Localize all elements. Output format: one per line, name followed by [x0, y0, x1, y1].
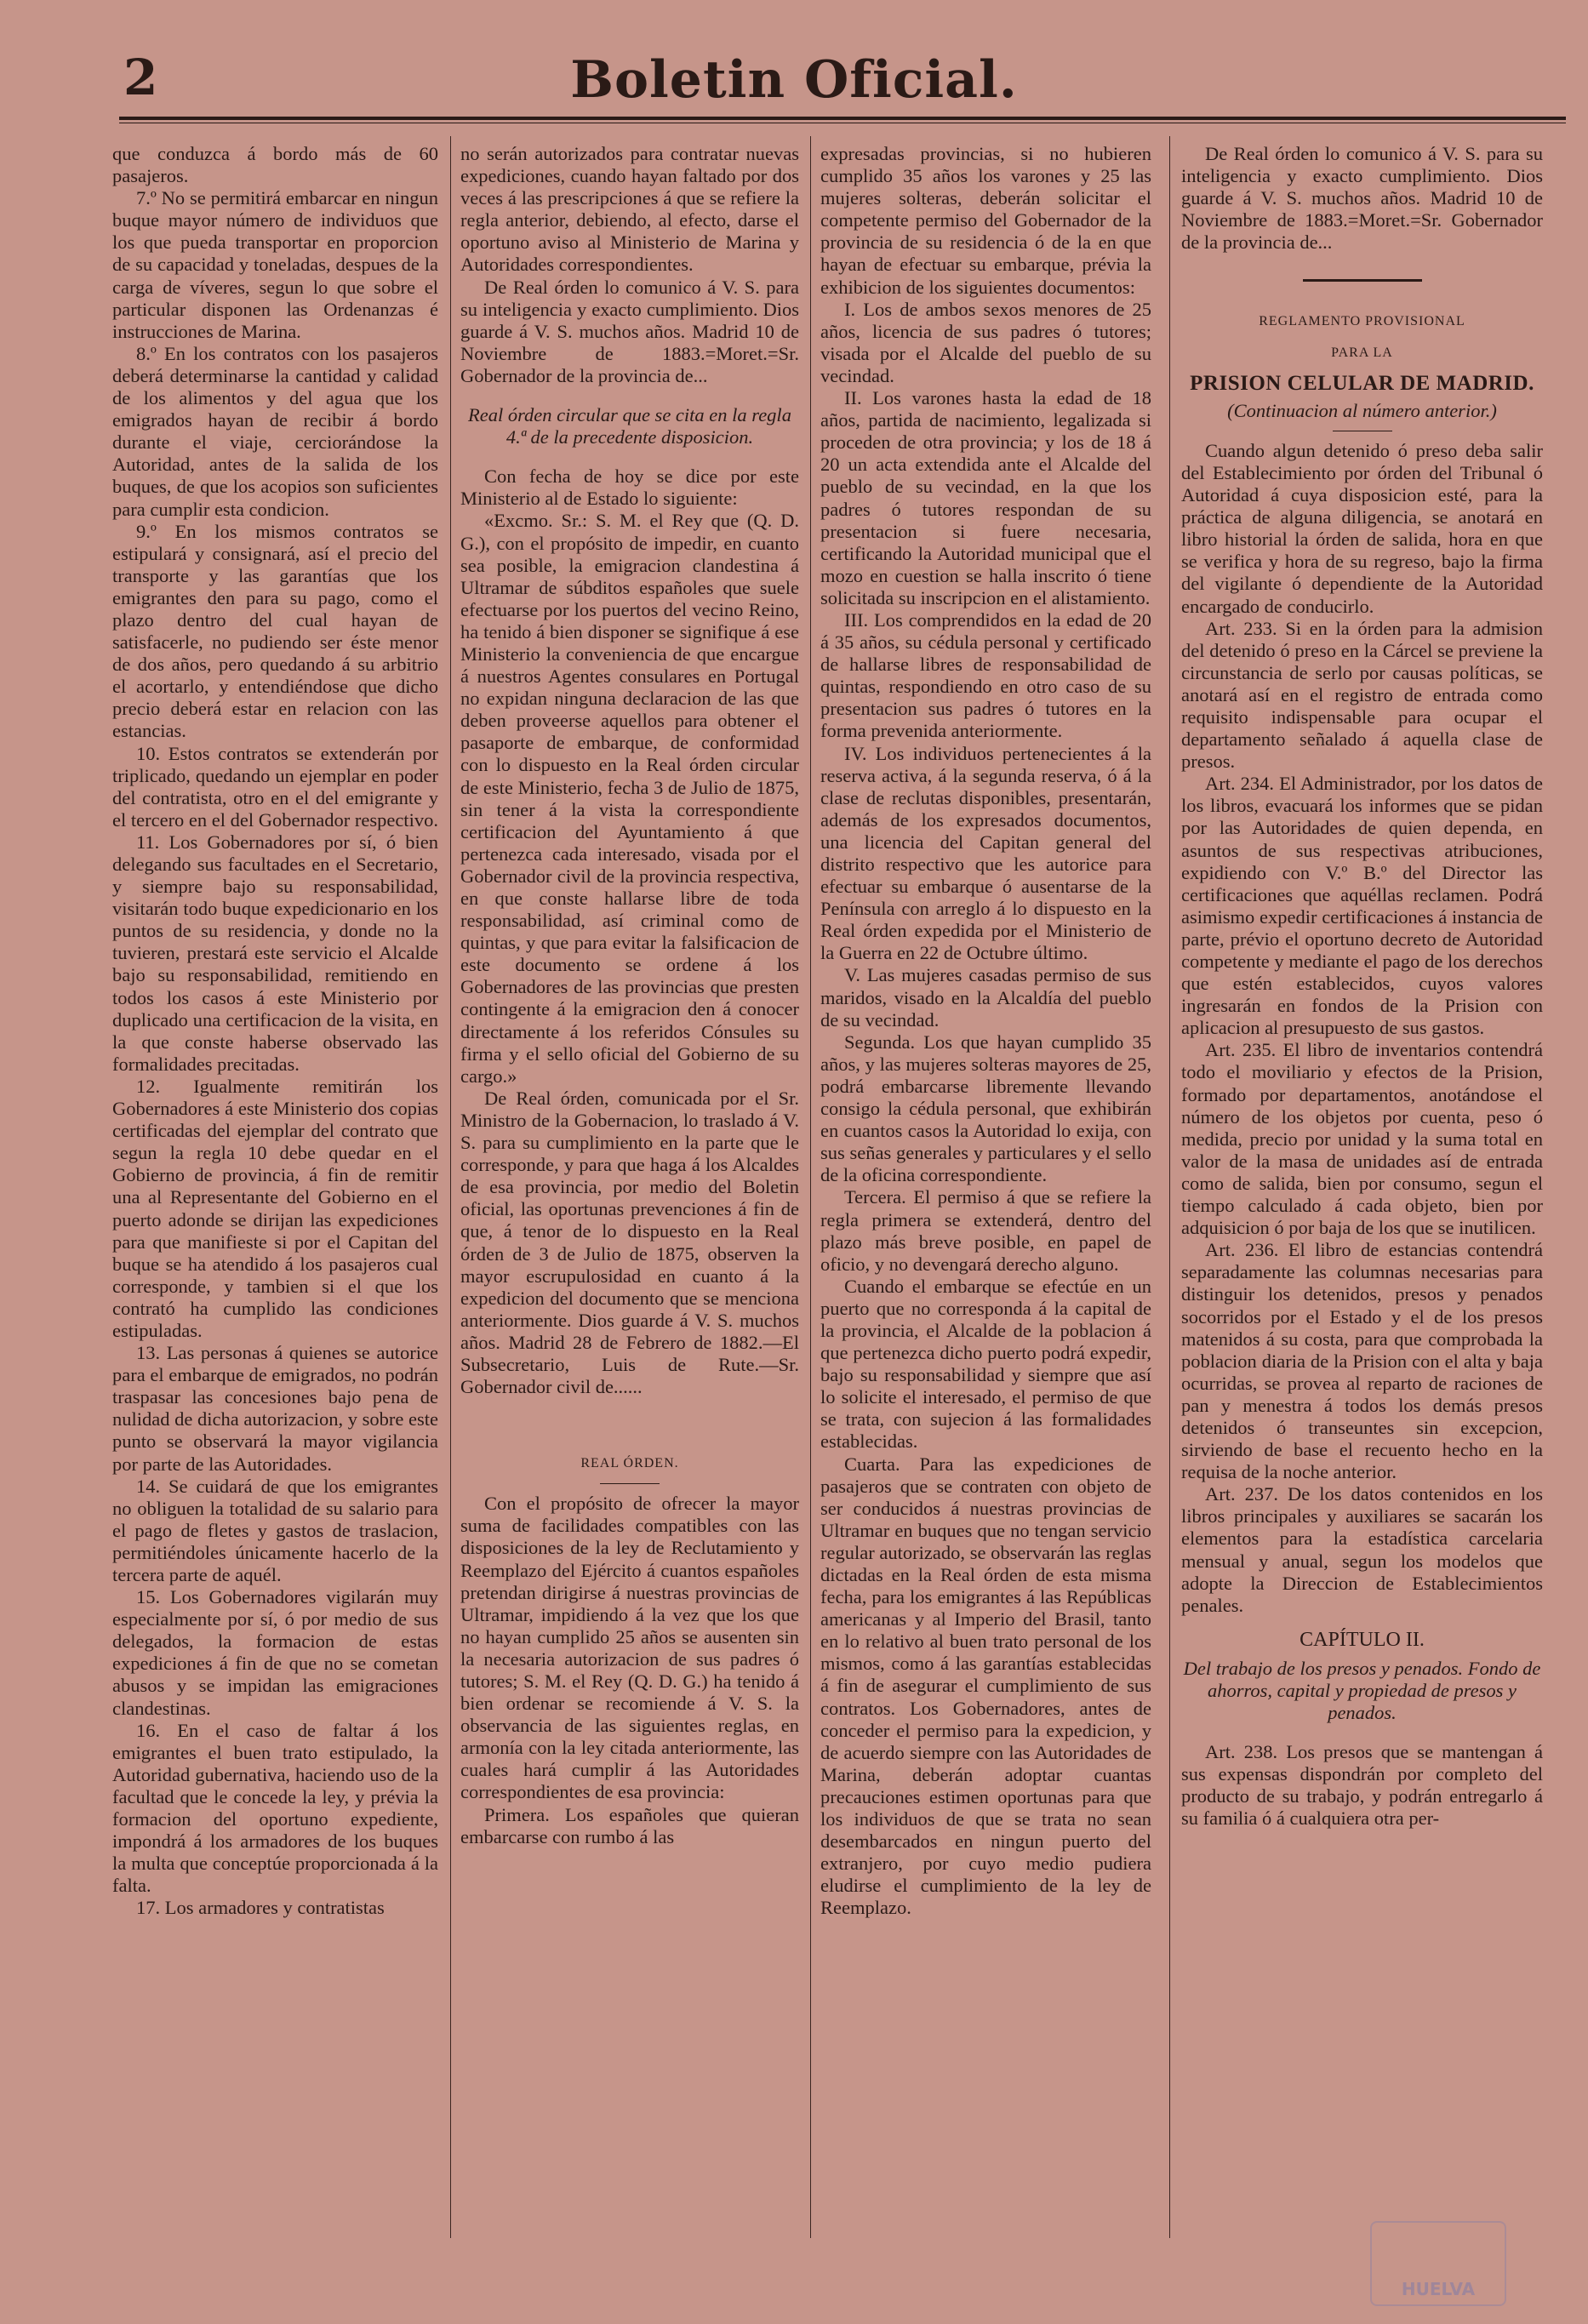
paragraph: Tercera. El permiso á que se refiere la regla primera se extenderá, dentro del plazo más breve posible, en papel de oficio, y no devengará derecho alguno.: [820, 1186, 1151, 1275]
page-number: 2: [123, 49, 158, 106]
paragraph: Art. 233. Si en la órden para la admision del detenido ó preso en la Cárcel se previene la circunstancia de serlo por causas políticas, se anotará así en el registro de entrada como requisito indispensable para ocupar el departamento señalado á aquella clase de presos.: [1181, 617, 1543, 773]
paragraph: Primera. Los españoles que quieran embarcarse con rumbo á las: [460, 1803, 799, 1847]
paragraph: que conduzca á bordo más de 60 pasajeros.: [112, 143, 438, 187]
chapter-subtitle: Del trabajo de los presos y penados. Fondo de ahorros, capital y propiedad de presos y penados.: [1183, 1657, 1541, 1724]
paragraph: expresadas provincias, si no hubieren cumplido 35 años los varones y 25 las mujeres solteras, deberán solicitar el competente permiso del Gobernador de la provincia de su residencia ó de la en que hayan de efectuar su embarque, prévia la exhibicion de los siguientes documentos:: [820, 143, 1151, 298]
section-rule: [1303, 279, 1422, 282]
column-separator: [450, 136, 451, 2238]
paragraph: 10. Estos contratos se extenderán por triplicado, quedando un ejemplar en poder del contratista, otro en el del emigrante y el tercero en el del Gobernador respectivo.: [112, 742, 438, 831]
paragraph: Cuando algun detenido ó preso deba salir del Establecimiento por órden del Tribunal ó Autoridad á cuya disposicion esté, para la práctica de alguna diligencia, se anotará en libro historial la órden de salida, hora en que se verifica y hora de su regreso, bajo la firma del vigilante ó dependiente de la Autoridad encargado de conducirlo.: [1181, 439, 1543, 617]
paragraph: II. Los varones hasta la edad de 18 años, partida de nacimiento, legalizada si proceden de otra provincia; y los de 18 á 20 un acta extendida ante el Alcalde del pueblo de su vecindad, en la que los padres ó tutores respondan de su presentacion si fuere necesaria, certificando la Autoridad municipal que el mozo en cuestion se halla inscrito ó tiene solicitada su inscripcion en el alistamiento.: [820, 387, 1151, 608]
paragraph: Segunda. Los que hayan cumplido 35 años, y las mujeres solteras mayores de 25, podrá embarcarse libremente llevando consigo la cédula personal, que exhibirán en cuantos casos la Autoridad lo exija, con sus señas generales y particulares y el sello de la oficina correspondiente.: [820, 1031, 1151, 1186]
paragraph: Art. 235. El libro de inventarios contendrá todo el moviliario y efectos de la Prision, formado por departamentos, anotándose el número de los objetos por cuenta, peso ó medida, precio por unidad y la suma total en valor de la masa de unidades así de entrada como de salida, bien por consumo, segun el tiempo calculado á cada objeto, bien por adquisicion ó por baja de los que se inutilicen.: [1181, 1039, 1543, 1239]
continuation-note: (Continuacion al número anterior.): [1227, 399, 1497, 421]
paragraph: 16. En el caso de faltar á los emigrantes el buen trato estipulado, la Autoridad gubernativa, haciendo uso de la facultad que le concede la ley, y prévia la formacion del oportuno expediente, impondrá á los armadores de los buques la multa que conceptúe proporcionada á la falta.: [112, 1719, 438, 1897]
section-rule: [600, 1483, 660, 1484]
italic-heading: Real órden circular que se cita en la regla 4.ª de la precedente disposicion.: [468, 404, 791, 448]
paragraph: Art. 236. El libro de estancias contendrá separadamente las columnas necesarias para distinguir los detenidos, presos y penados socorridos por el Estado y el de los presos matenidos á su costa, para que comprobada la poblacion diaria de la Prision con el alta y baja ocurridas, se provea al reparto de raciones de pan y menestra á todos los demás presos detenidos ó transeuntes sin excepcion, sirviendo de base el recuento hecho en la requisa de la noche anterior.: [1181, 1239, 1543, 1483]
paragraph: no serán autorizados para contratar nuevas expediciones, cuando hayan faltado por dos veces á las prescripciones á que se refiere la regla anterior, debiendo, al efecto, darse el oportuno aviso al Ministerio de Marina y Autoridades correspondientes.: [460, 143, 799, 276]
paragraph: «Excmo. Sr.: S. M. el Rey que (Q. D. G.), con el propósito de impedir, en cuanto sea posible, la emigracion clandestina á Ultramar de súbditos españoles que suele efectuarse por los puertos del vecino Reino, ha tenido á bien disponer se signifique á ese Ministerio la conveniencia de que encargue á nuestros Agentes consulares en Portugal no expidan ninguna declaracion de las que deben proveerse aquellos para obtener el pasaporte de embarque, de conformidad con lo dispuesto en la Real órden circular de este Ministerio, fecha 3 de Julio de 1875, sin tener á la vista la correspondiente certificacion del Ayuntamiento á que pertenezca cada interesado, visada por el Gobernador civil de la provincia respectiva, en que conste hallarse libre de toda responsabilidad, así criminal como de quintas, y que para evitar la falsificacion de este documento se ordene á los Gobernadores de las provincias que presten contingente á la emigracion den á conocer directamente á los referidos Cónsules su firma y el sello oficial del Gobierno de su cargo.»: [460, 510, 799, 1087]
column-3: [820, 143, 1151, 2232]
library-seal: HUELVA: [1370, 2221, 1506, 2306]
column-1: [112, 143, 438, 2232]
paragraph: 14. Se cuidará de que los emigrantes no obliguen la totalidad de su salario para el pago de fletes y gastos de traslacion, permitiéndoles únicamente hacerlo de la tercera parte de aquél.: [112, 1475, 438, 1585]
column-2: [460, 143, 799, 2232]
paragraph: III. Los comprendidos en la edad de 20 á 35 años, su cédula personal y certificado de hallarse libres de responsabilidad de quintas, respondiendo en otro caso de su presentacion sus padres ó tutores en la forma prevenida anteriormente.: [820, 608, 1151, 742]
column-separator: [1169, 136, 1170, 2238]
paragraph: 12. Igualmente remitirán los Gobernadores á este Ministerio dos copias certificadas del ejemplar del contrato que segun la regla 10 debe quedar en el Gobierno de provincia, á fin de remitir una al Representante del Gobierno en el puerto adonde se dirijan las expediciones para que manifieste si por el Capitan del buque se ha atendido á los pasajeros cual corresponde, y tambien si el que los contrató ha cumplido las condiciones estipuladas.: [112, 1075, 438, 1341]
header-rule: [119, 117, 1566, 120]
paragraph: De Real órden, comunicada por el Sr. Ministro de la Gobernacion, lo traslado á V. S. para su cumplimiento en la parte que le corresponde, y para que haga á los Alcaldes de esa provincia, por medio del Boletin oficial, las oportunas prevenciones á fin de que, á tenor de lo dispuesto en la Real órden de 3 de Julio de 1875, observen la mayor escrupulosidad en cuanto á la expedicion del documento que se menciona anteriormente. Dios guarde á V. S. muchos años. Madrid 28 de Febrero de 1882.—El Subsecretario, Luis de Rute.—Sr. Gobernador civil de......: [460, 1087, 799, 1398]
paragraph: De Real órden lo comunico á V. S. para su inteligencia y exacto cumplimiento. Dios guarde á V. S. muchos años. Madrid 10 de Noviembre de 1883.=Moret.=Sr. Gobernador de la provincia de...: [460, 276, 799, 386]
section-title: PRISION CELULAR DE MADRID.: [1190, 371, 1534, 395]
paragraph: I. Los de ambos sexos menores de 25 años, licencia de sus padres ó tutores; visada por el Alcalde del pueblo de su vecindad.: [820, 298, 1151, 386]
paragraph: 13. Las personas á quienes se autorice para el embarque de emigrados, no podrán traspasar las concesiones bajo pena de nulidad de dicha autorizacion, y sobre este punto se observará la mayor vigilancia por parte de las Autoridades.: [112, 1342, 438, 1475]
paragraph: Art. 234. El Administrador, por los datos de los libros, evacuará los informes que se pidan por las Autoridades de quien dependa, en asuntos de sus respectivas atribuciones, expidiendo con V.º B.º del Director las certificaciones que aquéllas reclamen. Podrá asimismo expedir certificaciones á instancia de parte, prévio el oportuno decreto de Autoridad competente y mediante el pago de los derechos que estén establecidos, cuyos valores ingresarán en fondos de la Prision con aplicacion al presupuesto de sus gastos.: [1181, 773, 1543, 1039]
paragraph: 11. Los Gobernadores por sí, ó bien delegando sus facultades en el Secretario, y siempre bajo su responsabilidad, visitarán todo buque expedicionario en los puntos de su residencia, y donde no la tuvieren, prestará este servicio el Alcalde bajo su responsabilidad, remitiendo en todos los casos á este Ministerio por duplicado una certificacion de la visita, en la que conste haberse observado las formalidades precitadas.: [112, 831, 438, 1075]
paragraph: Cuarta. Para las expediciones de pasajeros que se contraten con objeto de ser conducidos á nuestras provincias de Ultramar en buques que no tengan servicio regular autorizado, se observarán las reglas dictadas en la Real órden de esta misma fecha, para los emigrantes á las Repúblicas americanas y al Imperio del Brasil, tanto en lo relativo al buen trato personal de los mismos, como á las garantías establecidas á fin de asegurar el cumplimiento de sus contratos. Los Gobernadores, antes de conceder el permiso para la expedicion, y de acuerdo siempre con las Autoridades de Marina, deberán adoptar cuantas precauciones estimen oportunas para que los individuos de que se trata no sean desembarcados en ningun puerto del extranjero, por cuyo medio pudiera eludirse el cumplimiento de la ley de Reemplazo.: [820, 1453, 1151, 1919]
paragraph: De Real órden lo comunico á V. S. para su inteligencia y exacto cumplimiento. Dios guarde á V. S. muchos años. Madrid 10 de Noviembre de 1883.=Moret.=Sr. Gobernador de la provincia de...: [1181, 143, 1543, 254]
paragraph: V. Las mujeres casadas permiso de sus maridos, visado en la Alcaldía del pueblo de su vecindad.: [820, 964, 1151, 1031]
masthead-title: Boletin Oficial.: [570, 50, 1018, 110]
paragraph: 15. Los Gobernadores vigilarán muy especialmente por sí, ó por medio de sus delegados, la formacion de estas expediciones á fin de que no se cometan abusos y se impidan las emigraciones clandestinas.: [112, 1586, 438, 1719]
section-caption: PARA LA: [1331, 345, 1393, 360]
paragraph: Art. 238. Los presos que se mantengan á sus expensas dispondrán por completo del producto de su trabajo, y podrán entregarlo á su familia ó á cualquiera otra per-: [1181, 1741, 1543, 1830]
paragraph: 8.º En los contratos con los pasajeros deberá determinarse la cantidad y calidad de los alimentos y del agua que los emigrados hayan de recibir á bordo durante el viaje, cerciorándose la Autoridad, antes de la salida de los buques, de que los acopios son suficientes para cumplir esta condicion.: [112, 342, 438, 520]
paragraph: Con el propósito de ofrecer la mayor suma de facilidades compatibles con las disposiciones de la ley de Reclutamiento y Reemplazo del Ejército á cuantos españoles pretendan dirigirse á nuestras provincias de Ultramar, impidiendo á la vez que los que no hayan cumplido 25 años se ausenten sin la necesaria autorizacion de sus padres ó tutores; S. M. el Rey (Q. D. G.) ha tenido á bien ordenar se recomiende á V. S. la observancia de las siguientes reglas, en armonía con la ley citada anteriormente, las cuales hará cumplir á las Autoridades correspondientes de esa provincia:: [460, 1493, 799, 1803]
paragraph: Cuando el embarque se efectúe en un puerto que no corresponda á la capital de la provincia, el Alcalde de la poblacion á que pertenezca dicho puerto podrá expedir, bajo su responsabilidad y siempre que así lo solicite el interesado, el permiso de que se trata, con sujecion á las formalidades establecidas.: [820, 1275, 1151, 1453]
chapter-title: CAPÍTULO II.: [1300, 1628, 1425, 1651]
paragraph: 17. Los armadores y contratistas: [136, 1897, 385, 1919]
section-caption: REGLAMENTO PROVISIONAL: [1259, 314, 1465, 329]
paragraph: 9.º En los mismos contratos se estipulará y consignará, así el precio del transporte y las garantías que los emigrantes den para su pago, como el plazo dentro del cual hayan de satisfacerle, no pudiendo ser éste menor de dos años, pero quedando á su arbitrio el acortarlo, y entendiéndose que dicho precio deberá estar en relacion con las estancias.: [112, 520, 438, 742]
section-caption: REAL ÓRDEN.: [580, 1456, 679, 1471]
column-4: [1181, 143, 1543, 2232]
column-separator: [810, 136, 811, 2238]
paragraph: IV. Los individuos pertenecientes á la reserva activa, á la segunda reserva, ó á la clase de reclutas disponibles, presentarán, además de los expresados documentos, una licencia del Capitan general del distrito respectivo que les autorice para efectuar su embarque ó ausentarse de la Península con arreglo á lo dispuesto en la Real órden expedida por el Ministerio de la Guerra en 22 de Octubre último.: [820, 742, 1151, 964]
paragraph: 7.º No se permitirá embarcar en ningun buque mayor número de individuos que los que pueda transportar en proporcion de su capacidad y toneladas, despues de la carga de víveres, segun lo que sobre el particular disponen las Ordenanzas é instrucciones de Marina.: [112, 187, 438, 342]
paragraph: Art. 237. De los datos contenidos en los libros principales y auxiliares se sacarán los elementos para la estadística carcelaria mensual y anual, segun los modelos que adopte la Direccion de Establecimientos penales.: [1181, 1483, 1543, 1616]
paragraph: Con fecha de hoy se dice por este Ministerio al de Estado lo siguiente:: [460, 465, 799, 510]
